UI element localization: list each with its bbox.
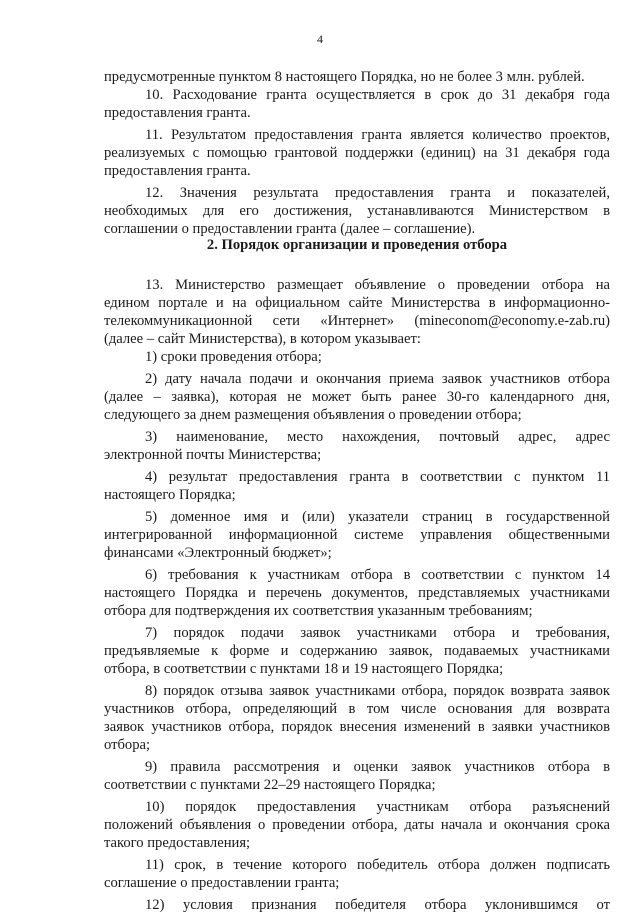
body-text-line: 8) порядок отзыва заявок участниками отбора, порядок возврата заявок bbox=[145, 683, 610, 699]
body-text-line: реализуемых с помощью грантовой поддержки (единиц) на 31 декабря года bbox=[104, 145, 610, 161]
body-text-line: настоящего Порядка; bbox=[104, 487, 236, 503]
body-text-line: отбора; bbox=[104, 737, 151, 753]
body-text-line: настоящего Порядка и перечень документов, представляемых участниками bbox=[104, 585, 610, 601]
body-text-line: 3) наименование, место нахождения, почтовый адрес, адрес bbox=[145, 429, 610, 445]
body-text-line: 4) результат предоставления гранта в соответствии с пунктом 11 bbox=[145, 469, 610, 485]
page-number: 4 bbox=[317, 32, 323, 46]
body-text-line: 7) порядок подачи заявок участниками отбора и требования, bbox=[145, 625, 610, 641]
body-text-line: предусмотренные пунктом 8 настоящего Порядка, но не более 3 млн. рублей. bbox=[104, 69, 585, 85]
body-text-line: предоставления гранта. bbox=[104, 105, 251, 121]
body-text-line: такого предоставления; bbox=[104, 835, 251, 851]
body-text-line: участников отбора, определяющий в том числе основания для возврата bbox=[104, 701, 610, 717]
body-text-line: 5) доменное имя и (или) указатели страниц в государственной bbox=[145, 509, 610, 525]
body-text-line: заявок участников отбора, порядок внесения изменений в заявки участников bbox=[104, 719, 610, 735]
body-text-line: отбора для подтверждения их соответствия указанным требованиям; bbox=[104, 603, 533, 619]
body-text-line: 11. Результатом предоставления гранта является количество проектов, bbox=[145, 127, 610, 143]
body-text-line: 10. Расходование гранта осуществляется в срок до 31 декабря года bbox=[145, 87, 610, 103]
body-text-line: интегрированной информационной системе управления общественными bbox=[104, 527, 610, 543]
body-text-line: соглашении о предоставлении гранта (далее – соглашение). bbox=[104, 221, 476, 237]
body-text-line: положений объявления о проведении отбора, даты начала и окончания срока bbox=[104, 817, 610, 833]
body-text-line: предъявляемые к форме и содержанию заявок, подаваемых участниками bbox=[104, 643, 610, 659]
body-text-line: 12. Значения результата предоставления гранта и показателей, bbox=[145, 185, 610, 201]
body-text-line: 11) срок, в течение которого победитель отбора должен подписать bbox=[145, 857, 610, 873]
body-text-line: (далее – сайт Министерства), в котором указывает: bbox=[104, 331, 421, 347]
body-text-line: предоставления гранта. bbox=[104, 163, 251, 179]
section-heading: 2. Порядок организации и проведения отбора bbox=[206, 237, 508, 253]
body-text-line: соответствии с пунктами 22–29 настоящего Порядка; bbox=[104, 777, 436, 793]
body-text-line: электронной почты Министерства; bbox=[104, 447, 322, 463]
body-text-line: 12) условия признания победителя отбора уклонившимся от bbox=[145, 897, 610, 913]
body-text-line: следующего за днем размещения объявления о проведении отбора; bbox=[104, 407, 522, 423]
body-text-line: 6) требования к участникам отбора в соответствии с пунктом 14 bbox=[145, 567, 610, 583]
body-text-line: 2) дату начала подачи и окончания приема заявок участников отбора bbox=[145, 371, 610, 387]
body-text-line: отбора, в соответствии с пунктами 18 и 19 настоящего Порядка; bbox=[104, 661, 504, 677]
body-text-line: 1) сроки проведения отбора; bbox=[145, 349, 322, 365]
body-text-line: телекоммуникационной сети «Интернет» (mineconom@economy.e-zab.ru) bbox=[104, 313, 610, 329]
body-text-line: 10) порядок предоставления участникам отбора разъяснений bbox=[145, 799, 610, 815]
body-text-line: (далее – заявка), которая не может быть ранее 30-го календарного дня, bbox=[104, 389, 610, 405]
body-text-line: 9) правила рассмотрения и оценки заявок участников отбора в bbox=[145, 759, 610, 775]
body-text-line: финансами «Электронный бюджет»; bbox=[104, 545, 332, 561]
body-text-line: едином портале и на официальном сайте Министерства в информационно- bbox=[104, 295, 610, 311]
body-text-line: соглашение о предоставлении гранта; bbox=[104, 875, 340, 891]
body-text-line: необходимых для его достижения, устанавливаются Министерством в bbox=[104, 203, 610, 219]
body-text-line: 13. Министерство размещает объявление о проведении отбора на bbox=[145, 277, 610, 293]
